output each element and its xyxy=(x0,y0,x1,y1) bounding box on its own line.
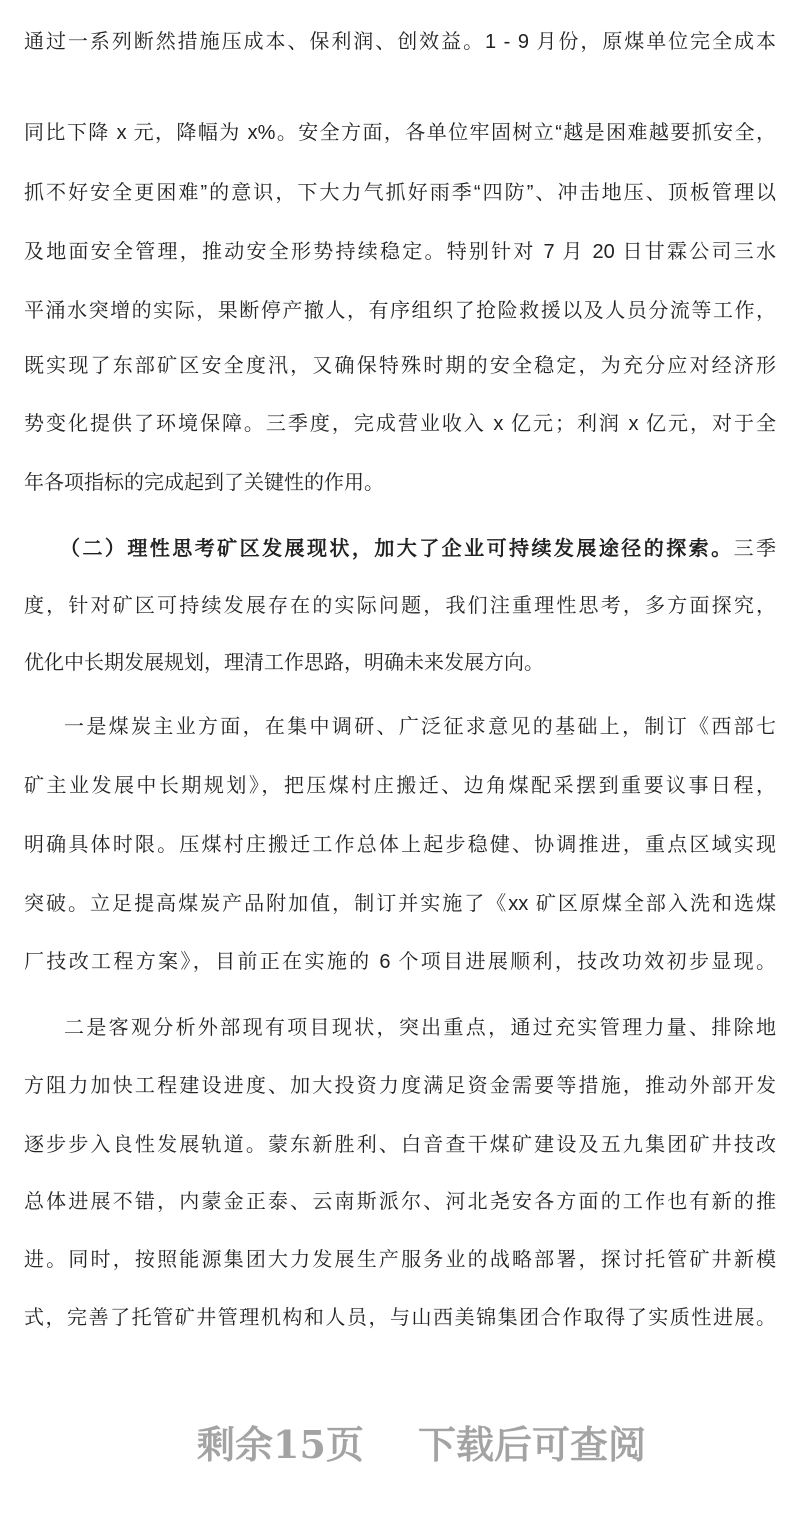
text-line: 平涌水突增的实际，果断停产撤人，有序组织了抢险救援以及人员分流等工作， xyxy=(24,300,776,322)
text-line: 方阻力加快工程建设进度、加大投资力度满足资金需要等措施，推动外部开发 xyxy=(24,1075,776,1097)
text-line: 式，完善了托管矿井管理机构和人员，与山西美锦集团合作取得了实质性进展。 xyxy=(24,1307,776,1329)
text-line: 矿主业发展中长期规划》，把压煤村庄搬迁、边角煤配采摆到重要议事日程， xyxy=(24,775,776,797)
text-line: 同比下降 x 元，降幅为 x%。安全方面，各单位牢固树立“越是困难越要抓安全， xyxy=(24,122,776,144)
text-line: 通过一系列断然措施压成本、保利润、创效益。1 - 9 月份，原煤单位完全成本 xyxy=(24,31,776,53)
download-to-view-label[interactable]: 下载后可查阅 xyxy=(418,1422,647,1467)
text-line: 二是客观分析外部现有项目现状，突出重点，通过充实管理力量、排除地 xyxy=(64,1017,776,1039)
text-line: 总体进展不错，内蒙金正泰、云南斯派尔、河北尧安各方面的工作也有新的推 xyxy=(24,1191,776,1213)
text-line: 及地面安全管理，推动安全形势持续稳定。特别针对 7 月 20 日甘霖公司三水 xyxy=(24,241,776,263)
text-line: 优化中长期发展规划，理清工作思路，明确未来发展方向。 xyxy=(24,652,544,674)
text-line: 逐步步入良性发展轨道。蒙东新胜利、白音查干煤矿建设及五九集团矿井技改 xyxy=(24,1134,776,1156)
text-line: 一是煤炭主业方面，在集中调研、广泛征求意见的基础上，制订《西部七 xyxy=(64,716,776,738)
text-line: 突破。立足提高煤炭产品附加值，制订并实施了《xx 矿区原煤全部入洗和选煤 xyxy=(24,893,776,915)
text-line: 进。同时，按照能源集团大力发展生产服务业的战略部署，探讨托管矿井新模 xyxy=(24,1249,776,1271)
section-heading: （二）理性思考矿区发展现状，加大了企业可持续发展途径的探索。 xyxy=(60,538,734,560)
text-fragment: 三季 xyxy=(733,538,777,560)
remaining-pages-label[interactable]: 剩余15页 xyxy=(197,1422,364,1467)
text-line: 度，针对矿区可持续发展存在的实际问题，我们注重理性思考，多方面探究， xyxy=(24,595,776,617)
text-line: 既实现了东部矿区安全度汛，又确保特殊时期的安全稳定，为充分应对经济形 xyxy=(24,355,776,377)
section-heading-line xyxy=(60,534,776,564)
text-line: 明确具体时限。压煤村庄搬迁工作总体上起步稳健、协调推进，重点区域实现 xyxy=(24,834,776,856)
text-line: 抓不好安全更困难”的意识，下大力气抓好雨季“四防”、冲击地压、顶板管理以 xyxy=(24,182,776,204)
text-line: 年各项指标的完成起到了关键性的作用。 xyxy=(24,472,384,494)
text-line: 势变化提供了环境保障。三季度，完成营业收入 x 亿元；利润 x 亿元，对于全 xyxy=(24,413,776,435)
text-line: 厂技改工程方案》，目前正在实施的 6 个项目进展顺利，技改功效初步显现。 xyxy=(24,951,776,973)
